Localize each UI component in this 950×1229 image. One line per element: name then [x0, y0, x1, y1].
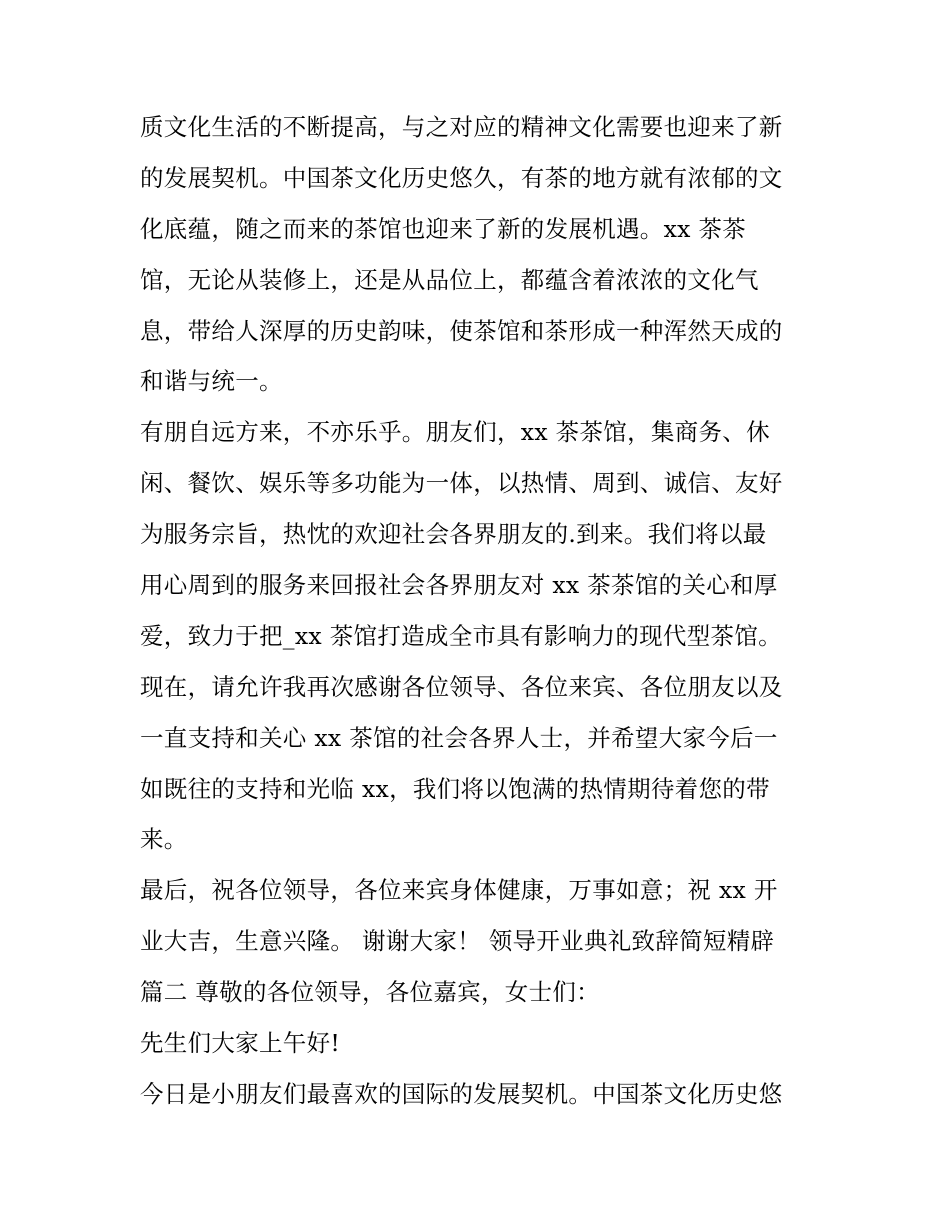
text-line-5: 息，带给人深厚的历史韵味，使茶馆和茶形成一种浑然天成的 [140, 316, 783, 345]
text-line-14: 如既往的支持和光临 xx，我们将以饱满的热情期待着您的带 [140, 774, 770, 803]
text-line-11: 爱，致力于把_xx 茶馆打造成全市具有影响力的现代型茶馆。 [140, 621, 782, 650]
text-line-20: 今日是小朋友们最喜欢的国际的发展契机。中国茶文化历史悠 [140, 1079, 783, 1108]
text-line-9: 为服务宗旨，热忱的欢迎社会各界朋友的.到来。我们将以最 [140, 520, 767, 549]
text-line-4: 馆，无论从装修上，还是从品位上，都蕴含着浓浓的文化气 [140, 265, 759, 294]
text-line-8: 闲、餐饮、娱乐等多功能为一体，以热情、周到、诚信、友好 [140, 469, 783, 498]
text-line-6: 和谐与统一。 [140, 367, 283, 396]
text-line-7: 有朋自远方来，不亦乐乎。朋友们，xx 茶茶馆，集商务、休 [140, 418, 770, 447]
text-line-12: 现在，请允许我再次感谢各位领导、各位来宾、各位朋友以及 [140, 672, 783, 701]
body-text [140, 102, 830, 1120]
text-line-18: 篇二 尊敬的各位领导，各位嘉宾，女士们： [140, 978, 600, 1007]
text-line-3: 化底蕴，随之而来的茶馆也迎来了新的发展机遇。xx 茶茶 [140, 214, 747, 243]
text-line-16: 最后，祝各位领导，各位来宾身体健康，万事如意；祝 xx 开 [140, 876, 778, 905]
text-line-17: 业大吉，生意兴隆。 谢谢大家！ 领导开业典礼致辞简短精辟 [140, 927, 775, 956]
text-line-15: 来。 [140, 825, 188, 854]
text-line-1: 质文化生活的不断提高，与之对应的精神文化需要也迎来了新 [140, 113, 783, 141]
text-line-10: 用心周到的服务来回报社会各界朋友对 xx 茶茶馆的关心和厚 [140, 571, 778, 600]
text-line-13: 一直支持和关心 xx 茶馆的社会各界人士，并希望大家今后一 [140, 723, 778, 752]
text-line-2: 的发展契机。中国茶文化历史悠久，有茶的地方就有浓郁的文 [140, 163, 783, 192]
text-line-19: 先生们大家上午好! [140, 1029, 341, 1058]
